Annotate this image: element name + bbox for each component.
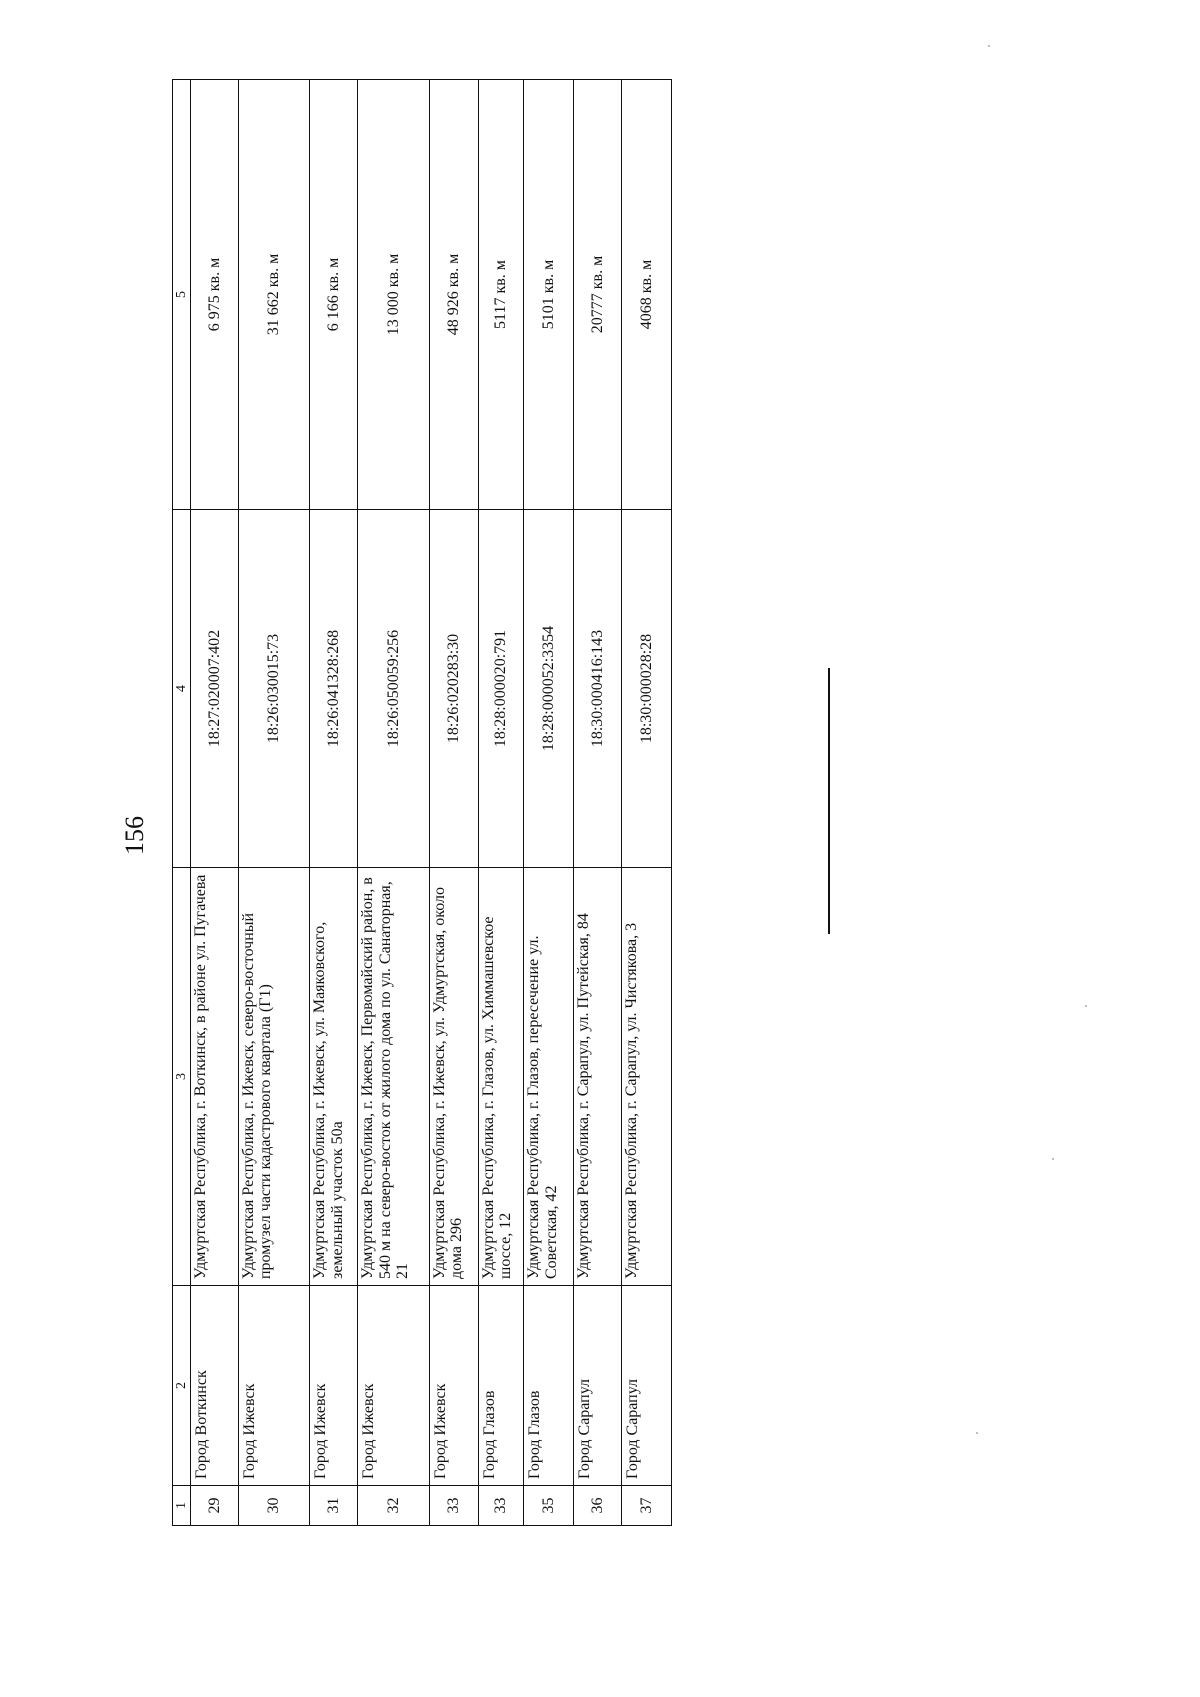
row-number: 35 [524, 1486, 574, 1526]
cadastral-number-cell: 18:26:050059:256 [358, 510, 430, 868]
address-cell: Удмуртская Республика, г. Ижевск, ул. Маяковского, земельный участок 50а [310, 868, 358, 1286]
scan-speck [988, 45, 990, 47]
table-row [478, 80, 524, 1526]
scan-speck [1052, 1158, 1054, 1160]
table-row [429, 80, 478, 1526]
table-row [310, 80, 358, 1526]
area-cell: 5101 кв. м [524, 80, 574, 510]
cadastral-number-cell: 18:28:000020:791 [478, 510, 524, 868]
header-col-4: 4 [173, 510, 191, 868]
city-cell: Город Глазов [478, 1286, 524, 1486]
city-cell: Город Ижевск [358, 1286, 430, 1486]
area-cell: 5117 кв. м [478, 80, 524, 510]
land-plots-table [172, 80, 672, 1526]
header-col-2: 2 [173, 1286, 191, 1486]
city-cell: Город Сарапул [622, 1286, 672, 1486]
address-cell: Удмуртская Республика, г. Глазов, ул. Химмашевское шоссе, 12 [478, 868, 524, 1286]
cadastral-number-cell: 18:26:030015:73 [238, 510, 310, 868]
row-number: 30 [238, 1486, 310, 1526]
cadastral-number-cell: 18:30:000028:28 [622, 510, 672, 868]
table-header-row [173, 80, 191, 1526]
area-cell: 20777 кв. м [574, 80, 622, 510]
table-row [191, 80, 239, 1526]
city-cell: Город Ижевск [310, 1286, 358, 1486]
city-cell: Город Воткинск [191, 1286, 239, 1486]
address-cell: Удмуртская Республика, г. Сарапул, ул. Чистякова, 3 [622, 868, 672, 1286]
city-cell: Город Ижевск [238, 1286, 310, 1486]
area-cell: 31 662 кв. м [238, 80, 310, 510]
address-cell: Удмуртская Республика, г. Ижевск, Первомайский район, в 540 м на северо-восток от жилого дома по ул. Санаторная, 21 [358, 868, 430, 1286]
row-number: 33 [429, 1486, 478, 1526]
address-cell: Удмуртская Республика, г. Воткинск, в районе ул. Пугачева [191, 868, 239, 1286]
area-cell: 6 975 кв. м [191, 80, 239, 510]
cadastral-number-cell: 18:28:000052:3354 [524, 510, 574, 868]
area-cell: 6 166 кв. м [310, 80, 358, 510]
row-number: 29 [191, 1486, 239, 1526]
area-cell: 48 926 кв. м [429, 80, 478, 510]
table-row [574, 80, 622, 1526]
page-number: 156 [120, 816, 149, 855]
cadastral-number-cell: 18:26:041328:268 [310, 510, 358, 868]
separator-line [828, 668, 830, 934]
scan-speck [976, 1432, 978, 1434]
table-row [524, 80, 574, 1526]
table-row [622, 80, 672, 1526]
address-cell: Удмуртская Республика, г. Ижевск, ул. Удмуртская, около дома 296 [429, 868, 478, 1286]
header-col-5: 5 [173, 80, 191, 510]
header-col-1: 1 [173, 1486, 191, 1526]
area-cell: 4068 кв. м [622, 80, 672, 510]
header-col-3: 3 [173, 868, 191, 1286]
table-row [238, 80, 310, 1526]
row-number: 36 [574, 1486, 622, 1526]
row-number: 32 [358, 1486, 430, 1526]
row-number: 33 [478, 1486, 524, 1526]
city-cell: Город Глазов [524, 1286, 574, 1486]
row-number: 31 [310, 1486, 358, 1526]
area-cell: 13 000 кв. м [358, 80, 430, 510]
table-row [358, 80, 430, 1526]
cadastral-number-cell: 18:27:020007:402 [191, 510, 239, 868]
city-cell: Город Ижевск [429, 1286, 478, 1486]
scan-speck [1085, 1005, 1087, 1007]
address-cell: Удмуртская Республика, г. Сарапул, ул. Путейская, 84 [574, 868, 622, 1286]
row-number: 37 [622, 1486, 672, 1526]
address-cell: Удмуртская Республика, г. Глазов, пересечение ул. Советская, 42 [524, 868, 574, 1286]
cadastral-number-cell: 18:30:000416:143 [574, 510, 622, 868]
address-cell: Удмуртская Республика, г. Ижевск, северо-восточный промузел части кадастрового квартала (Г1) [238, 868, 310, 1286]
cadastral-number-cell: 18:26:020283:30 [429, 510, 478, 868]
city-cell: Город Сарапул [574, 1286, 622, 1486]
